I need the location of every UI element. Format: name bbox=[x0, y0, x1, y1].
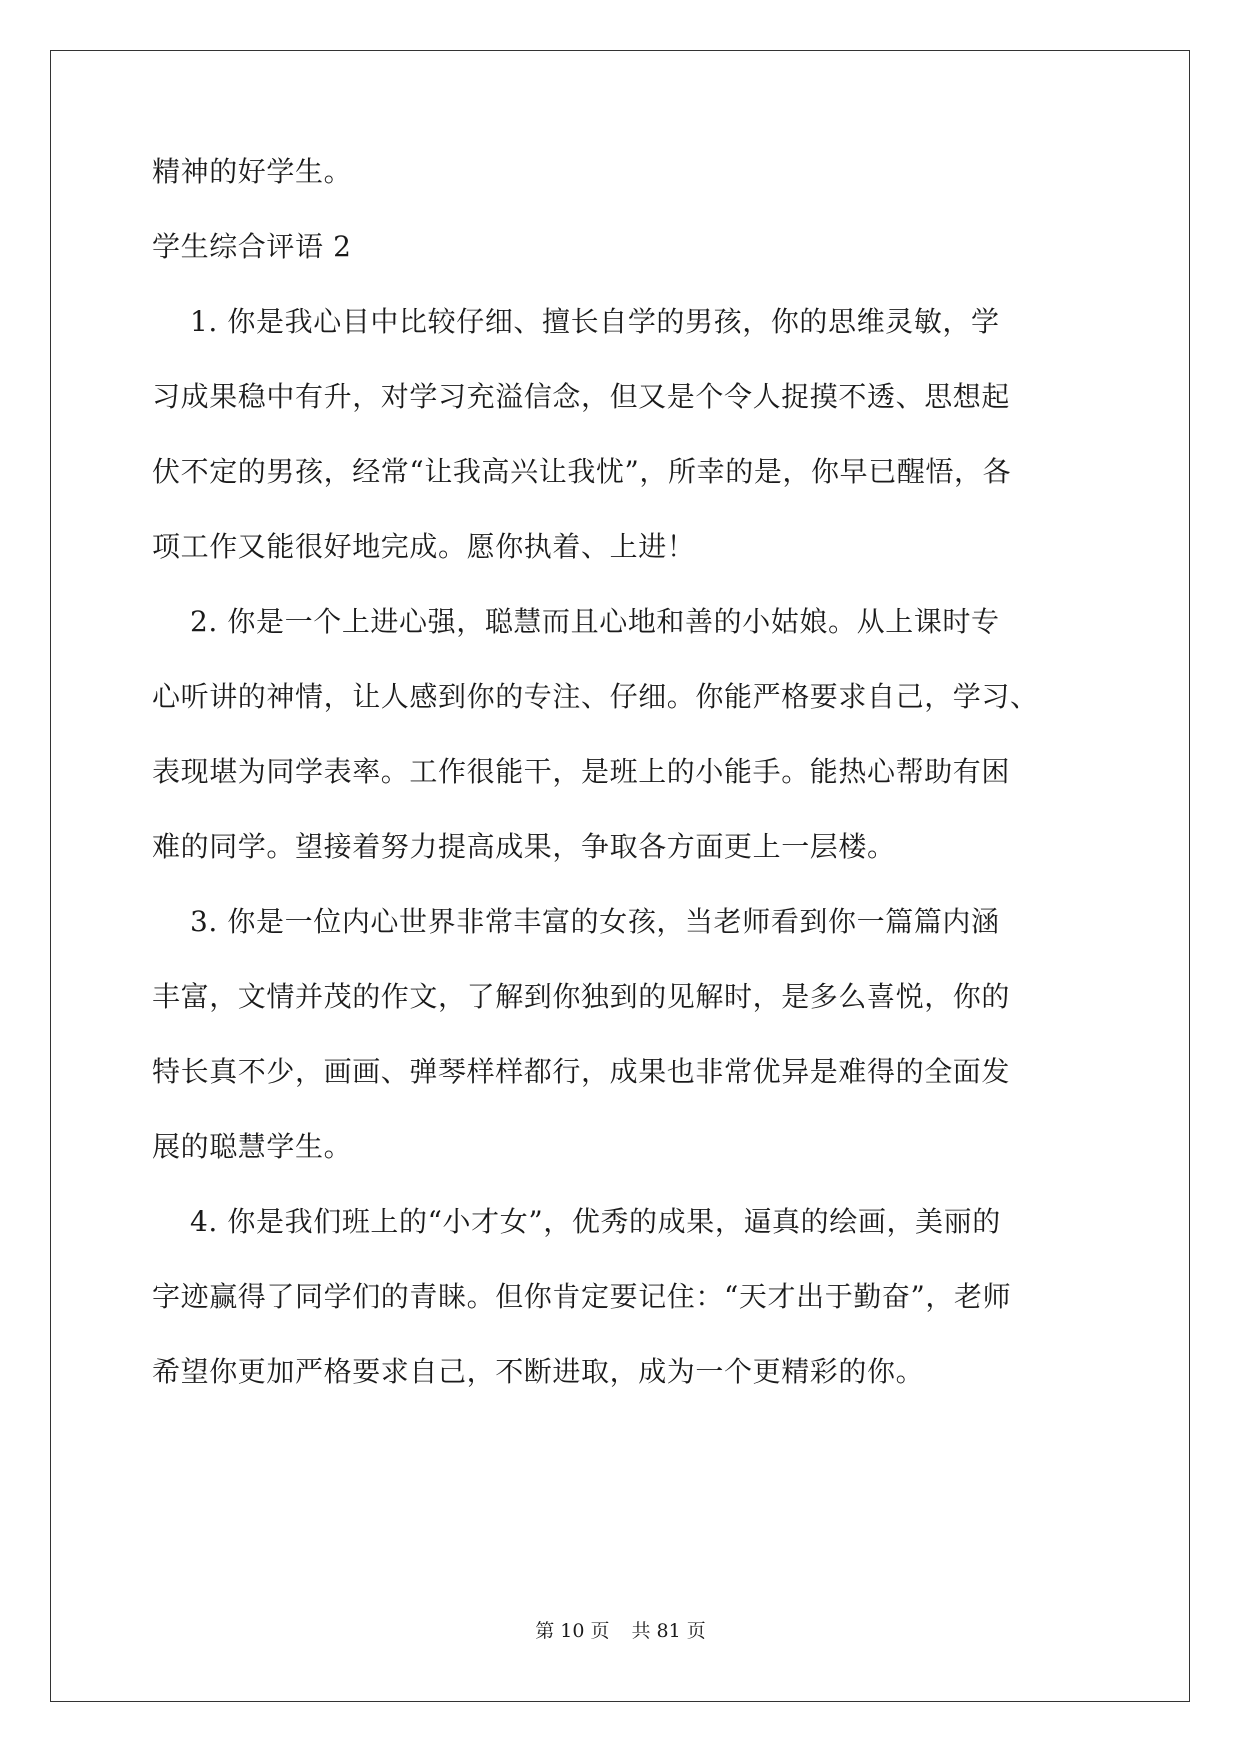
text-line: 表现堪为同学表率。工作很能干，是班上的小能手。能热心帮助有困 bbox=[152, 755, 1011, 788]
page-footer bbox=[0, 1618, 1241, 1644]
text-line: 3. 你是一位内心世界非常丰富的女孩，当老师看到你一篇篇内涵 bbox=[152, 905, 1000, 938]
text-line: 4. 你是我们班上的“小才女”，优秀的成果，逼真的绘画，美丽的 bbox=[152, 1205, 1001, 1238]
page-number: 第 10 页 bbox=[535, 1620, 610, 1642]
text-line: 2. 你是一个上进心强，聪慧而且心地和善的小姑娘。从上课时专 bbox=[152, 605, 1000, 638]
page-border bbox=[50, 50, 1190, 1702]
text-line: 特长真不少，画画、弹琴样样都行，成果也非常优异是难得的全面发 bbox=[152, 1055, 1011, 1088]
text-line: 项工作又能很好地完成。愿你执着、上进！ bbox=[152, 530, 696, 563]
text-line: 心听讲的神情，让人感到你的专注、仔细。你能严格要求自己，学习、 bbox=[152, 680, 1039, 713]
text-line: 希望你更加严格要求自己，不断进取，成为一个更精彩的你。 bbox=[152, 1355, 925, 1388]
section-heading: 学生综合评语 2 bbox=[152, 230, 352, 263]
text-line: 难的同学。望接着努力提高成果，争取各方面更上一层楼。 bbox=[152, 830, 896, 863]
text-line: 字迹赢得了同学们的青睐。但你肯定要记住：“天才出于勤奋”，老师 bbox=[152, 1280, 1012, 1313]
text-line: 精神的好学生。 bbox=[152, 155, 353, 188]
text-line: 展的聪慧学生。 bbox=[152, 1130, 353, 1163]
text-line: 1. 你是我心目中比较仔细、擅长自学的男孩，你的思维灵敏，学 bbox=[152, 305, 1000, 338]
text-line: 丰富，文情并茂的作文，了解到你独到的见解时，是多么喜悦，你的 bbox=[152, 980, 1011, 1013]
page-total: 共 81 页 bbox=[631, 1620, 706, 1642]
text-line: 习成果稳中有升，对学习充溢信念，但又是个令人捉摸不透、思想起 bbox=[152, 380, 1011, 413]
text-line: 伏不定的男孩，经常“让我高兴让我忧”，所幸的是，你早已醒悟，各 bbox=[152, 455, 1012, 488]
